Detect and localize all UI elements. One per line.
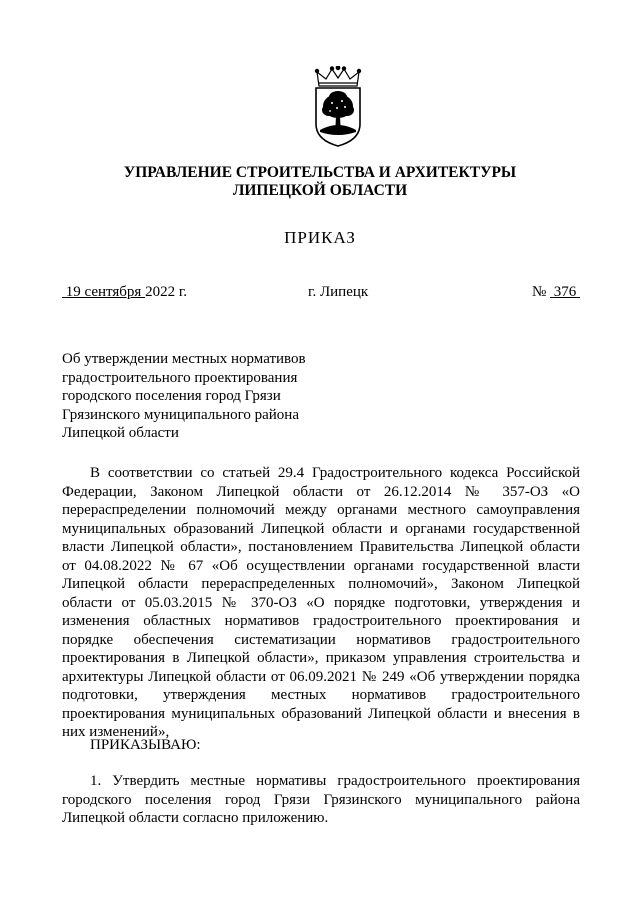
- document-date-day-month: 19 сентября: [65, 284, 142, 300]
- document-city: г. Липецк: [308, 284, 369, 300]
- document-subject: [62, 350, 362, 443]
- agency-name-line2: ЛИПЕЦКОЙ ОБЛАСТИ: [232, 182, 408, 199]
- document-number-label: №: [531, 284, 547, 300]
- document-type-title: ПРИКАЗ: [284, 228, 356, 247]
- document-date: [62, 283, 187, 301]
- agency-name-line1: УПРАВЛЕНИЕ СТРОИТЕЛЬСТВА И АРХИТЕКТУРЫ: [123, 164, 517, 181]
- subject-line: градостроительного проектирования: [62, 369, 298, 386]
- subject-line: Грязинского муниципального района: [62, 406, 299, 423]
- lipetsk-oblast-coat-of-arms-icon: [311, 66, 365, 148]
- order-item-1: 1. Утвердить местные нормативы градостроительного проектирования городского поселения город Грязи Грязинского муниципального района Липецкой области согласно приложению.: [62, 773, 580, 826]
- agency-name: [0, 164, 640, 200]
- document-date-year: 2022 г.: [145, 284, 188, 300]
- document-number-value: 376: [553, 284, 577, 300]
- document-number: [532, 283, 580, 301]
- document-meta-row: [62, 283, 580, 301]
- decree-heading: ПРИКАЗЫВАЮ:: [90, 737, 201, 753]
- subject-line: Об утверждении местных нормативов: [62, 351, 306, 367]
- subject-line: Липецкой области: [62, 425, 179, 441]
- preamble-paragraph: В соответствии со статьей 29.4 Градостроительного кодекса Российской Федерации, Законом Липецкой области от 26.12.2014 № 357-ОЗ «О перераспределении полномочий между органами местного самоуправления муниципальных образований Липецкой области и органами государственной власти Липецкой области», постановлением Правительства Липецкой области от 04.08.2022 № 67 «Об осуществлении органами государственной власти Липецкой области перераспределенных полномочий», Законом Липецкой области от 05.03.2015 № 370-ОЗ «О порядке подготовки, утверждения и изменения областных нормативов градостроительного проектирования и порядке обеспечения систематизации нормативов градостроительного проектирования в Липецкой области», приказом управления строительства и архитектуры Липецкой области от 06.09.2021 № 249 «Об утверждении порядка подготовки, утверждения местных нормативов градостроительного проектирования муниципальных образований Липецкой области и внесения в них изменений»,: [62, 465, 580, 740]
- subject-line: городского поселения город Грязи: [62, 388, 281, 404]
